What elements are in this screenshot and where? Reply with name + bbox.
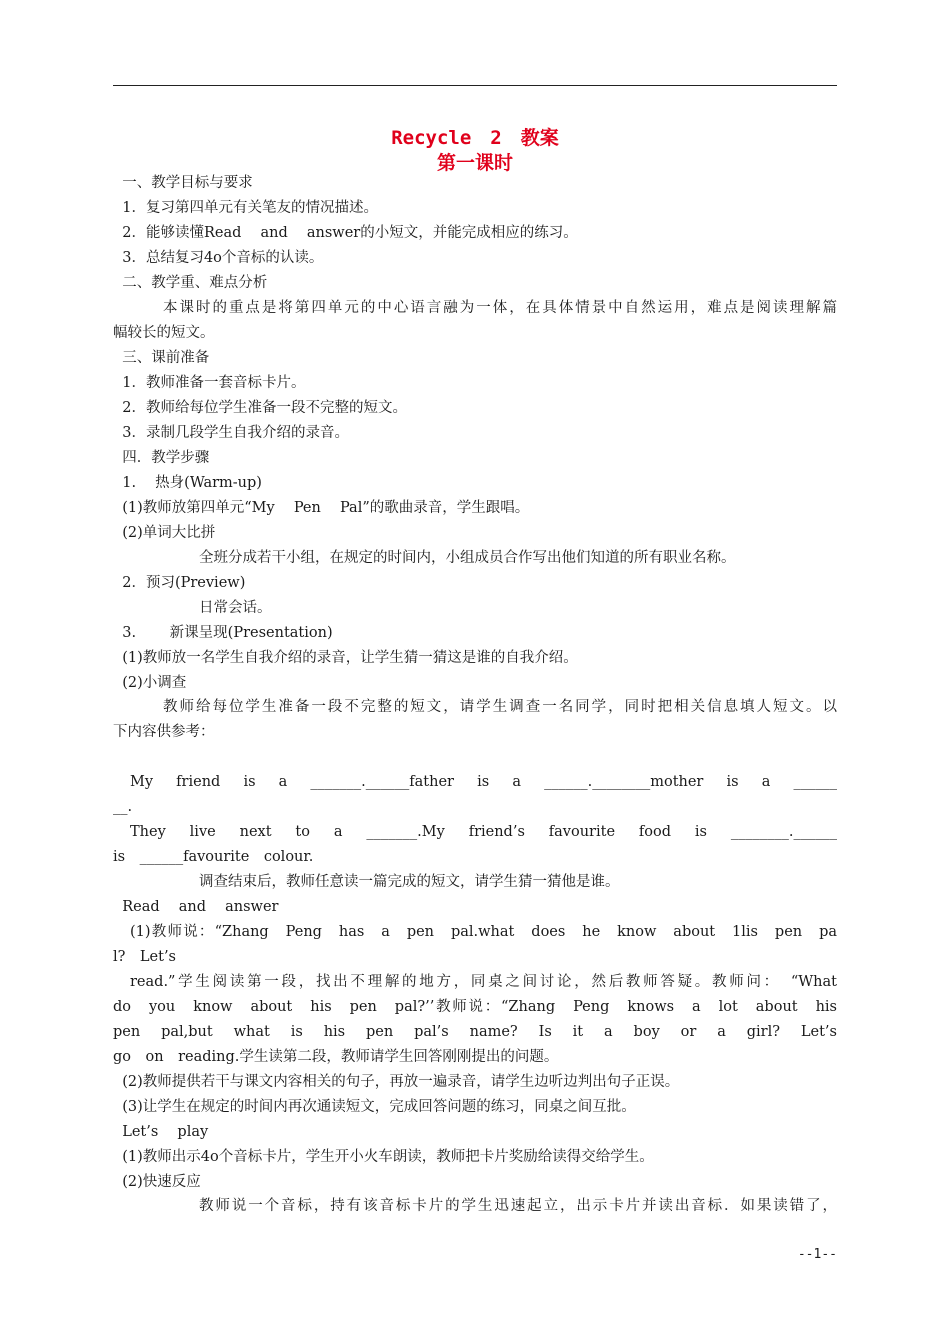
text-line: (2)快速反应	[113, 1174, 201, 1190]
header-rule	[113, 85, 837, 86]
text-line: is ______favourite colour.	[113, 849, 314, 865]
text-line: 3．总结复习4o个音标的认读。	[113, 250, 324, 266]
text-line: (3)让学生在规定的时间内再次通读短文，完成回答问题的练习，同桌之间互批。	[113, 1099, 636, 1115]
text-line: 3. 新课呈现(Presentation)	[113, 625, 333, 641]
text-line: 一、教学目标与要求	[113, 175, 253, 191]
text-line: read.”学生阅读第一段，找出不理解的地方，同桌之间讨论，然后教师答疑。教师问： “What	[130, 974, 837, 990]
text-line: 全班分成若干小组，在规定的时间内，小组成员合作写出他们知道的所有职业名称。	[199, 550, 736, 566]
text-line: pen pal,but what is his pen pal’s name? Is it a boy or a girl? Let’s	[113, 1024, 837, 1040]
text-line: (1)教师说：“Zhang Peng has a pen pal.what does he know about 1lis pen pa	[130, 924, 837, 940]
document-title: Recycle 2 教案	[391, 127, 559, 149]
text-line: 1．复习第四单元有关笔友的情况描述。	[113, 200, 378, 216]
text-line: 教师说一个音标，持有该音标卡片的学生迅速起立，出示卡片并读出音标．如果读错了，	[199, 1198, 837, 1214]
text-line: go on reading.学生读第二段，教师请学生回答刚刚提出的问题。	[113, 1049, 559, 1065]
text-line: (2)教师提供若干与课文内容相关的句子，再放一遍录音，请学生边听边判出句子正误。	[113, 1074, 680, 1090]
text-line: __.	[113, 799, 133, 815]
text-line: do you know about his pen pal?’’教师说：“Zhang Peng knows a lot about his	[113, 999, 837, 1015]
text-line: They live next to a _______.My friend’s favourite food is ________.______	[130, 824, 837, 840]
text-line: 3．录制几段学生自我介绍的录音。	[113, 425, 349, 441]
text-line: (2)单词大比拼	[113, 525, 216, 541]
text-line: 教师给每位学生准备一段不完整的短文，请学生调查一名同学，同时把相关信息填人短文。以	[163, 699, 837, 715]
text-line: (2)小调查	[113, 675, 187, 691]
text-line: (1)教师出示4o个音标卡片，学生开小火车朗读，教师把卡片奖励给读得交给学生。	[113, 1149, 654, 1165]
text-line: 本课时的重点是将第四单元的中心语言融为一体，在具体情景中自然运用，难点是阅读理解篇	[163, 300, 837, 316]
text-line: (1)教师放第四单元“My Pen Pal”的歌曲录音，学生跟唱。	[113, 500, 530, 516]
text-line: 日常会话。	[199, 600, 272, 616]
text-line: 三、课前准备	[113, 350, 210, 366]
text-line: 四．教学步骤	[113, 450, 210, 466]
text-line: 1．教师准备一套音标卡片。	[113, 375, 306, 391]
text-line: 幅较长的短文。	[113, 325, 215, 341]
text-line: My friend is a _______.______father is a ______.________mother is a ______	[130, 774, 837, 790]
text-line: Read and answer	[113, 899, 279, 915]
text-line: 2．教师给每位学生准备一段不完整的短文。	[113, 400, 407, 416]
text-line: 二、教学重、难点分析	[113, 275, 268, 291]
text-line: 调查结束后，教师任意读一篇完成的短文，请学生猜一猜他是谁。	[199, 874, 620, 890]
page-number: --1--	[797, 1247, 837, 1262]
text-line: 1. 热身(Warm-up)	[113, 475, 262, 491]
text-line: 下内容供参考：	[113, 724, 215, 740]
text-line: 2．能够读懂Read and answer的小短文，并能完成相应的练习。	[113, 225, 578, 241]
document-subtitle: 第一课时	[436, 152, 513, 174]
text-line: Let’s play	[113, 1124, 209, 1140]
text-line: l? Let’s	[113, 949, 176, 965]
text-line: (1)教师放一名学生自我介绍的录音，让学生猜一猜这是谁的自我介绍。	[113, 650, 578, 666]
text-line: 2．预习(Preview)	[113, 575, 246, 591]
